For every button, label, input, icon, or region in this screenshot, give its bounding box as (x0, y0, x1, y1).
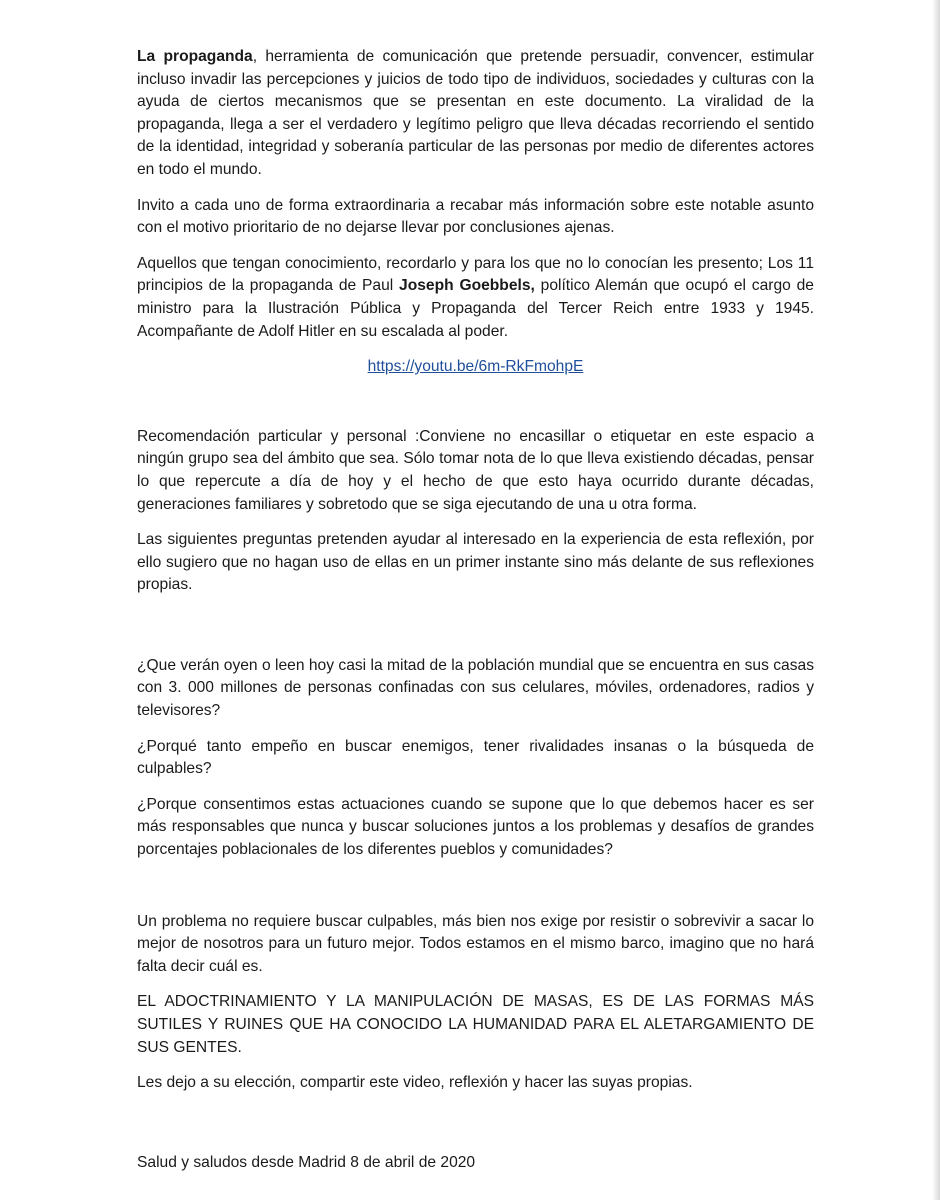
propaganda-term: La propaganda (137, 48, 253, 65)
page-edge (932, 0, 940, 1200)
recommendation-paragraph: Recomendación particular y personal :Conviene no encasillar o etiquetar en este espacio a ningún grupo sea del ámbito que sea. Sólo tomar nota de lo que lleva existiendo décadas, pensar lo que repercute a día de hoy y el hecho de que esto haya ocurrido durante décadas, generaciones familiares y sobretodo que se siga ejecutando de una u otra forma. (137, 427, 814, 513)
youtube-link[interactable]: https://youtu.be/6m-RkFmohpE (367, 358, 584, 376)
conclusion-paragraph: Un problema no requiere buscar culpables, más bien nos exige por resistir o sobrevivir a sacar lo mejor de nosotros para un futuro mejor. Todos estamos en el mismo barco, imagino que no hará falta decir cuál es. (137, 912, 814, 975)
spacer (137, 392, 814, 426)
question-3: ¿Porque consentimos estas actuaciones cuando se supone que lo que debemos hacer es ser más responsables que nunca y buscar soluciones juntos a los problemas y desafíos de grandes porcentajes poblacionales de los diferentes pueblos y comunidades? (137, 795, 814, 859)
questions-intro-paragraph: Las siguientes preguntas pretenden ayudar al interesado en la experiencia de esta reflexión, por ello sugiero que no hagan uso de ellas en un primer instante sino más delante de sus reflexiones propias. (137, 531, 814, 594)
intro-paragraph (137, 46, 814, 182)
goebbels-text-after: político Alemán que ocupó el cargo de ministro para la Ilustración Pública y Propaganda del Tercer Reich entre 1933 y 1945. Acompañante de Adolf Hitler en su escalada al poder. (137, 277, 814, 340)
video-link-container (137, 356, 814, 379)
goebbels-paragraph (137, 253, 814, 343)
intro-text: , herramienta de comunicación que pretende persuadir, convencer, estimular incluso invadir las percepciones y juicios de todo tipo de individuos, sociedades y culturas con la ayuda de ciertos mecanismos que se presentan en este documento. La viralidad de la propaganda, llega a ser el verdadero y legítimo peligro que lleva décadas recorriendo el sentido de la identidad, integridad y soberanía particular de las personas por medio de diferentes actores en todo el mundo. (137, 48, 814, 178)
spacer (137, 875, 814, 911)
uppercase-statement: EL ADOCTRINAMIENTO Y LA MANIPULACIÓN DE MASAS, ES DE LAS FORMAS MÁS SUTILES Y RUINES QUE HA CONOCIDO LA HUMANIDAD PARA EL ALETARGAMIENTO DE SUS GENTES. (137, 993, 814, 1056)
closing-paragraph: Les dejo a su elección, compartir este video, reflexión y hacer las suyas propias. (137, 1074, 693, 1092)
invitation-paragraph: Invito a cada uno de forma extraordinaria a recabar más información sobre este notable asunto con el motivo prioritario de no dejarse llevar por conclusiones ajenas. (137, 196, 814, 237)
signature-line: Salud y saludos desde Madrid 8 de abril de 2020 (137, 1153, 476, 1171)
spacer (137, 1108, 814, 1152)
question-2: ¿Porqué tanto empeño en buscar enemigos, tener rivalidades insanas o la búsqueda de culpables? (137, 737, 814, 778)
spacer (137, 610, 814, 655)
document-body (137, 46, 814, 1187)
goebbels-name: Joseph Goebbels, (399, 277, 535, 295)
goebbels-text-before: Aquellos que tengan conocimiento, recordarlo y para los que no lo conocían les presento; Los 11 principios de la propaganda de Paul (137, 254, 814, 295)
question-1: ¿Que verán oyen o leen hoy casi la mitad de la población mundial que se encuentra en sus casas con 3. 000 millones de personas confinadas con sus celulares, móviles, ordenadores, radios y televisores? (137, 656, 814, 720)
